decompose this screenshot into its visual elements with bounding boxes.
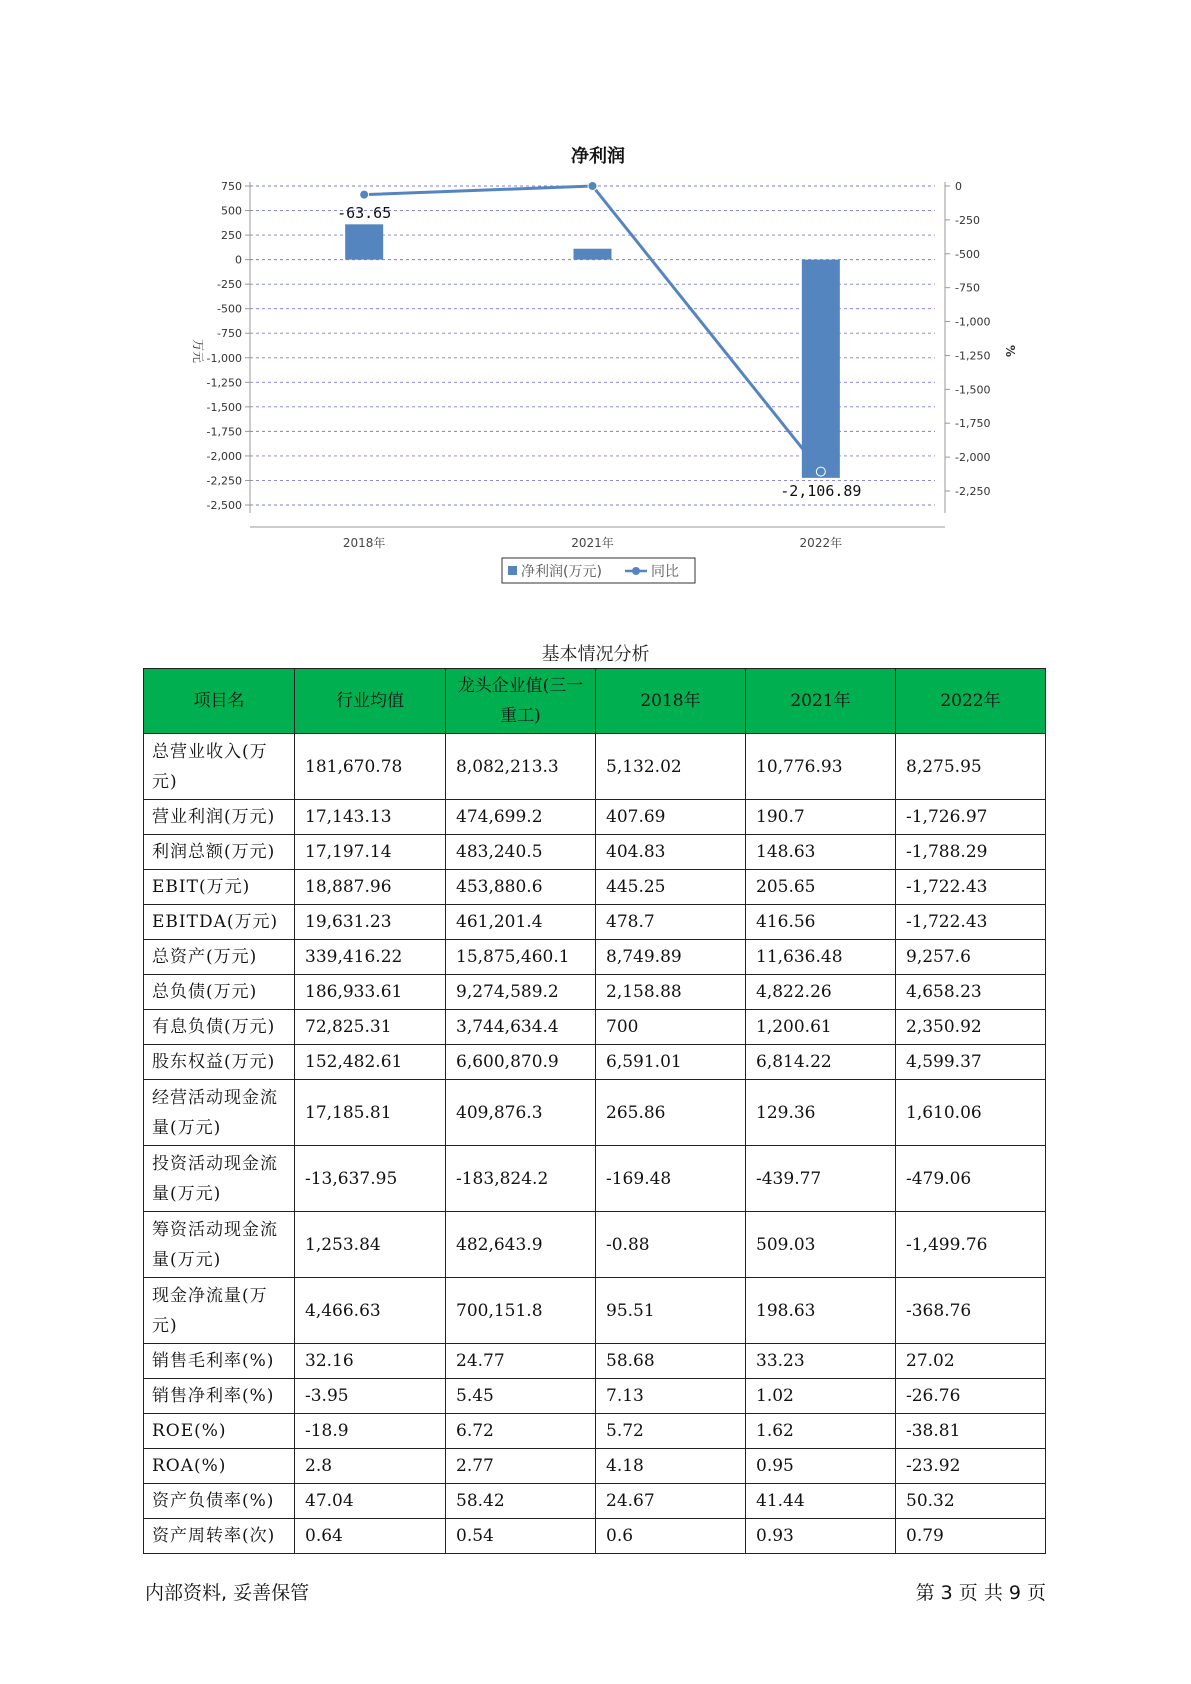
table-cell: 416.56 <box>746 905 896 940</box>
table-cell: 0.93 <box>746 1519 896 1554</box>
table-header-row <box>144 669 1046 734</box>
table-cell: 0.54 <box>446 1519 596 1554</box>
header-cell: 2018年 <box>596 669 746 734</box>
table-row <box>144 800 1046 835</box>
row-label: 筹资活动现金流量(万元) <box>144 1212 295 1278</box>
table-cell: 19,631.23 <box>295 905 446 940</box>
table-cell: -183,824.2 <box>446 1146 596 1212</box>
y-left-axis-title: 万元 <box>191 338 205 364</box>
legend-swatch-bar <box>508 566 517 575</box>
legend-swatch-point <box>632 567 640 575</box>
y-left-tick-label: -750 <box>217 327 242 341</box>
table-cell: 1,200.61 <box>746 1010 896 1045</box>
table-cell: 1.62 <box>746 1414 896 1449</box>
chart-title: 净利润 <box>571 146 625 167</box>
table-row <box>144 1449 1046 1484</box>
header-cell: 2021年 <box>746 669 896 734</box>
y-left-tick-label: 0 <box>235 253 242 267</box>
table-cell: 0.95 <box>746 1449 896 1484</box>
table-cell: 404.83 <box>596 835 746 870</box>
table-cell: 0.6 <box>596 1519 746 1554</box>
table-row <box>144 734 1046 800</box>
line-yoy <box>364 186 821 472</box>
table-cell: 474,699.2 <box>446 800 596 835</box>
table-cell: 409,876.3 <box>446 1080 596 1146</box>
y-right-tick-label: 0 <box>955 180 962 193</box>
table-cell: 483,240.5 <box>446 835 596 870</box>
table-cell: 5.45 <box>446 1379 596 1414</box>
table-row <box>144 1278 1046 1344</box>
row-label: 销售毛利率(%) <box>144 1344 295 1379</box>
row-label: ROE(%) <box>144 1414 295 1449</box>
row-label: 总负债(万元) <box>144 975 295 1010</box>
x-tick-label: 2022年 <box>799 536 843 550</box>
table-cell: 5,132.02 <box>596 734 746 800</box>
table-cell: 461,201.4 <box>446 905 596 940</box>
point-yoy <box>588 182 597 191</box>
table-cell: 8,749.89 <box>596 940 746 975</box>
row-label: 营业利润(万元) <box>144 800 295 835</box>
table-cell: -1,788.29 <box>896 835 1046 870</box>
y-right-tick-label: -1,750 <box>955 417 991 431</box>
y-right-axis-title: % <box>1003 344 1017 358</box>
table-cell: -1,722.43 <box>896 870 1046 905</box>
table-row <box>144 1379 1046 1414</box>
table-row <box>144 835 1046 870</box>
table-cell: 205.65 <box>746 870 896 905</box>
y-left-tick-label: -2,500 <box>206 499 242 512</box>
table-row <box>144 905 1046 940</box>
table-row <box>144 940 1046 975</box>
header-cell: 2022年 <box>896 669 1046 734</box>
point-yoy <box>360 190 369 199</box>
y-left-tick-label: -1,750 <box>206 425 242 439</box>
y-right-tick-label: -2,000 <box>955 451 991 465</box>
table-cell: 4,822.26 <box>746 975 896 1010</box>
table-cell: -169.48 <box>596 1146 746 1212</box>
table-cell: 6,814.22 <box>746 1045 896 1080</box>
table-cell: 265.86 <box>596 1080 746 1146</box>
table-row <box>144 1212 1046 1278</box>
row-label: 现金净流量(万元) <box>144 1278 295 1344</box>
table-cell: 5.72 <box>596 1414 746 1449</box>
table-cell: 95.51 <box>596 1278 746 1344</box>
table-cell: 6,600,870.9 <box>446 1045 596 1080</box>
table-cell: 8,082,213.3 <box>446 734 596 800</box>
table-cell: 190.7 <box>746 800 896 835</box>
table-cell: -23.92 <box>896 1449 1046 1484</box>
table-cell: 27.02 <box>896 1344 1046 1379</box>
table-cell: -26.76 <box>896 1379 1046 1414</box>
table-cell: 478.7 <box>596 905 746 940</box>
table-cell: 1,610.06 <box>896 1080 1046 1146</box>
table-row <box>144 1146 1046 1212</box>
row-label: 投资活动现金流量(万元) <box>144 1146 295 1212</box>
row-label: 资产周转率(次) <box>144 1519 295 1554</box>
net-profit-chart <box>0 0 1191 600</box>
table-title: 基本情况分析 <box>541 644 650 665</box>
y-left-tick-label: -1,250 <box>206 376 242 390</box>
table-cell: 6.72 <box>446 1414 596 1449</box>
table-cell: 58.42 <box>446 1484 596 1519</box>
y-right-tick-label: -500 <box>955 247 980 261</box>
y-left-tick-label: 250 <box>221 229 242 243</box>
y-left-tick-label: 500 <box>221 204 242 218</box>
table-cell: 24.77 <box>446 1344 596 1379</box>
bar-net-profit <box>345 224 383 259</box>
table-cell: 18,887.96 <box>295 870 446 905</box>
table-cell: -3.95 <box>295 1379 446 1414</box>
table-cell: 41.44 <box>746 1484 896 1519</box>
table-cell: 407.69 <box>596 800 746 835</box>
legend-label-bar: 净利润(万元) <box>521 564 602 580</box>
table-cell: 0.64 <box>295 1519 446 1554</box>
table-cell: 1,253.84 <box>295 1212 446 1278</box>
table-cell: 198.63 <box>746 1278 896 1344</box>
table-cell: 4,466.63 <box>295 1278 446 1344</box>
y-right-tick-label: -1,000 <box>955 315 991 329</box>
table-cell: 6,591.01 <box>596 1045 746 1080</box>
table-cell: 129.36 <box>746 1080 896 1146</box>
table-cell: 58.68 <box>596 1344 746 1379</box>
table-cell: 339,416.22 <box>295 940 446 975</box>
table-row <box>144 870 1046 905</box>
table-cell: 17,185.81 <box>295 1080 446 1146</box>
table-row <box>144 1519 1046 1554</box>
y-left-tick-label: -1,500 <box>206 400 242 414</box>
table-cell: -1,726.97 <box>896 800 1046 835</box>
x-tick-label: 2021年 <box>571 536 614 550</box>
row-label: 销售净利率(%) <box>144 1379 295 1414</box>
header-cell: 行业均值 <box>295 669 446 734</box>
table-cell: 181,670.78 <box>295 734 446 800</box>
bar-net-profit <box>802 260 840 478</box>
table-cell: -439.77 <box>746 1146 896 1212</box>
y-left-tick-label: -2,000 <box>206 449 242 463</box>
row-label: 有息负债(万元) <box>144 1010 295 1045</box>
table-cell: 33.23 <box>746 1344 896 1379</box>
row-label: 总资产(万元) <box>144 940 295 975</box>
table-row <box>144 975 1046 1010</box>
table-cell: 1.02 <box>746 1379 896 1414</box>
table-cell: -0.88 <box>596 1212 746 1278</box>
table-cell: 17,197.14 <box>295 835 446 870</box>
y-right-tick-label: -2,250 <box>955 485 991 498</box>
table-cell: 152,482.61 <box>295 1045 446 1080</box>
table-cell: -13,637.95 <box>295 1146 446 1212</box>
table-cell: 24.67 <box>596 1484 746 1519</box>
row-label: 股东权益(万元) <box>144 1045 295 1080</box>
table-cell: 11,636.48 <box>746 940 896 975</box>
table-cell: -1,722.43 <box>896 905 1046 940</box>
y-left-tick-label: -500 <box>217 302 242 316</box>
footer-confidential-note: 内部资料, 妥善保管 <box>145 1582 310 1604</box>
table-cell: 700,151.8 <box>446 1278 596 1344</box>
data-label: -2,106.89 <box>780 482 862 500</box>
row-label: ROA(%) <box>144 1449 295 1484</box>
row-label: 总营业收入(万元) <box>144 734 295 800</box>
table-cell: 453,880.6 <box>446 870 596 905</box>
table-cell: 4,658.23 <box>896 975 1046 1010</box>
table-cell: 72,825.31 <box>295 1010 446 1045</box>
table-cell: 509.03 <box>746 1212 896 1278</box>
table-row <box>144 1045 1046 1080</box>
table-cell: 9,257.6 <box>896 940 1046 975</box>
table-cell: 15,875,460.1 <box>446 940 596 975</box>
table-cell: 32.16 <box>295 1344 446 1379</box>
row-label: EBITDA(万元) <box>144 905 295 940</box>
table-cell: 2.77 <box>446 1449 596 1484</box>
table-row <box>144 1010 1046 1045</box>
table-cell: 445.25 <box>596 870 746 905</box>
chart-canvas <box>0 0 1191 600</box>
analysis-table <box>143 668 1046 1554</box>
legend-label-line: 同比 <box>651 564 679 580</box>
header-cell: 项目名 <box>144 669 295 734</box>
table-row <box>144 1414 1046 1449</box>
table-cell: 17,143.13 <box>295 800 446 835</box>
table-cell: 3,744,634.4 <box>446 1010 596 1045</box>
table-cell: -38.81 <box>896 1414 1046 1449</box>
table-cell: 2,350.92 <box>896 1010 1046 1045</box>
y-right-tick-label: -750 <box>955 281 980 295</box>
table-cell: 9,274,589.2 <box>446 975 596 1010</box>
y-left-tick-label: -2,250 <box>206 474 242 488</box>
table-cell: -1,499.76 <box>896 1212 1046 1278</box>
table-cell: 47.04 <box>295 1484 446 1519</box>
table-cell: -479.06 <box>896 1146 1046 1212</box>
row-label: 经营活动现金流量(万元) <box>144 1080 295 1146</box>
table-cell: 700 <box>596 1010 746 1045</box>
table-row <box>144 1080 1046 1146</box>
row-label: 利润总额(万元) <box>144 835 295 870</box>
row-label: EBIT(万元) <box>144 870 295 905</box>
table-cell: -18.9 <box>295 1414 446 1449</box>
table-cell: 2.8 <box>295 1449 446 1484</box>
table-cell: 148.63 <box>746 835 896 870</box>
data-label: -63.65 <box>337 204 392 222</box>
table-cell: 186,933.61 <box>295 975 446 1010</box>
table-row <box>144 1484 1046 1519</box>
table-cell: 482,643.9 <box>446 1212 596 1278</box>
table-cell: 4,599.37 <box>896 1045 1046 1080</box>
y-left-tick-label: 750 <box>221 180 242 193</box>
table-cell: 8,275.95 <box>896 734 1046 800</box>
table-cell: 50.32 <box>896 1484 1046 1519</box>
bar-net-profit <box>574 249 612 260</box>
y-right-tick-label: -250 <box>955 213 980 227</box>
y-left-tick-label: -250 <box>217 278 242 292</box>
table-row <box>144 1344 1046 1379</box>
table-body <box>144 734 1046 1554</box>
table-cell: -368.76 <box>896 1278 1046 1344</box>
point-yoy <box>816 467 825 476</box>
y-right-tick-label: -1,500 <box>955 383 991 397</box>
y-right-tick-label: -1,250 <box>955 349 991 363</box>
header-cell: 龙头企业值(三一重工) <box>446 669 596 734</box>
footer-page-number: 第 3 页 共 9 页 <box>915 1582 1046 1604</box>
y-left-tick-label: -1,000 <box>206 351 242 365</box>
table-cell: 0.79 <box>896 1519 1046 1554</box>
x-tick-label: 2018年 <box>342 536 386 550</box>
table-cell: 7.13 <box>596 1379 746 1414</box>
table-cell: 2,158.88 <box>596 975 746 1010</box>
row-label: 资产负债率(%) <box>144 1484 295 1519</box>
table-cell: 4.18 <box>596 1449 746 1484</box>
table-cell: 10,776.93 <box>746 734 896 800</box>
